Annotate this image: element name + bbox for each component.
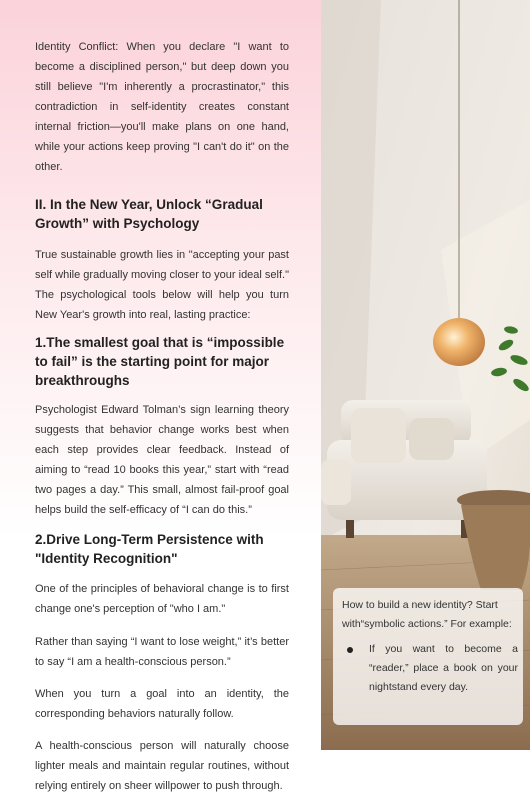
identity-paragraph: A health-conscious person will naturally choose lighter meals and maintain regular routines, without relying entirely on sheer willpower to push through. xyxy=(35,740,289,792)
section-heading: II. In the New Year, Unlock “Gradual Growth” with Psychology xyxy=(35,197,263,231)
identity-paragraph: When you turn a goal into an identity, the corresponding behaviors naturally follow. xyxy=(35,688,289,720)
identity-paragraph: Rather than saying “I want to lose weight,” it’s better to say “I am a health-conscious person.” xyxy=(35,636,289,668)
smallest-goal-paragraph: Psychologist Edward Tolman’s sign learning theory suggests that behavior change works best when each step provides clear feedback. Instead of aiming to “read 10 books this year,” start with “read two pages a day.” This small, almost fail-proof goal helps build the self-efficacy of “I can do this.” xyxy=(35,404,289,516)
tip-bullet-text: If you want to become a “reader,” place a book on your nightstand every day. xyxy=(369,643,518,693)
intro-paragraph: Identity Conflict: When you declare "I want to become a disciplined person," but deep down you still believe "I'm inherently a procrastinator," this contradiction in self-identity creates constant internal friction—you'll make plans on one hand, while your actions keep proving "I can't do it" on the other. xyxy=(35,41,289,173)
identity-tip-card xyxy=(333,588,523,725)
section-paragraph: True sustainable growth lies in "accepting your past self while gradually moving closer to your ideal self." The psychological tools below will help you turn New Year's growth into real, lasting practice: xyxy=(35,249,289,321)
identity-paragraph: One of the principles of behavioral change is to first change one's perception of "who I am." xyxy=(35,583,289,615)
subheading-identity-recognition: 2.Drive Long-Term Persistence with "Identity Recognition" xyxy=(35,532,264,566)
tip-intro: How to build a new identity? Start with“symbolic actions.” For example: xyxy=(342,599,512,630)
bullet-icon xyxy=(347,647,353,653)
article-content xyxy=(35,37,289,796)
subheading-smallest-goal: 1.The smallest goal that is “impossible to fail” is the starting point for major breakthroughs xyxy=(35,335,285,388)
